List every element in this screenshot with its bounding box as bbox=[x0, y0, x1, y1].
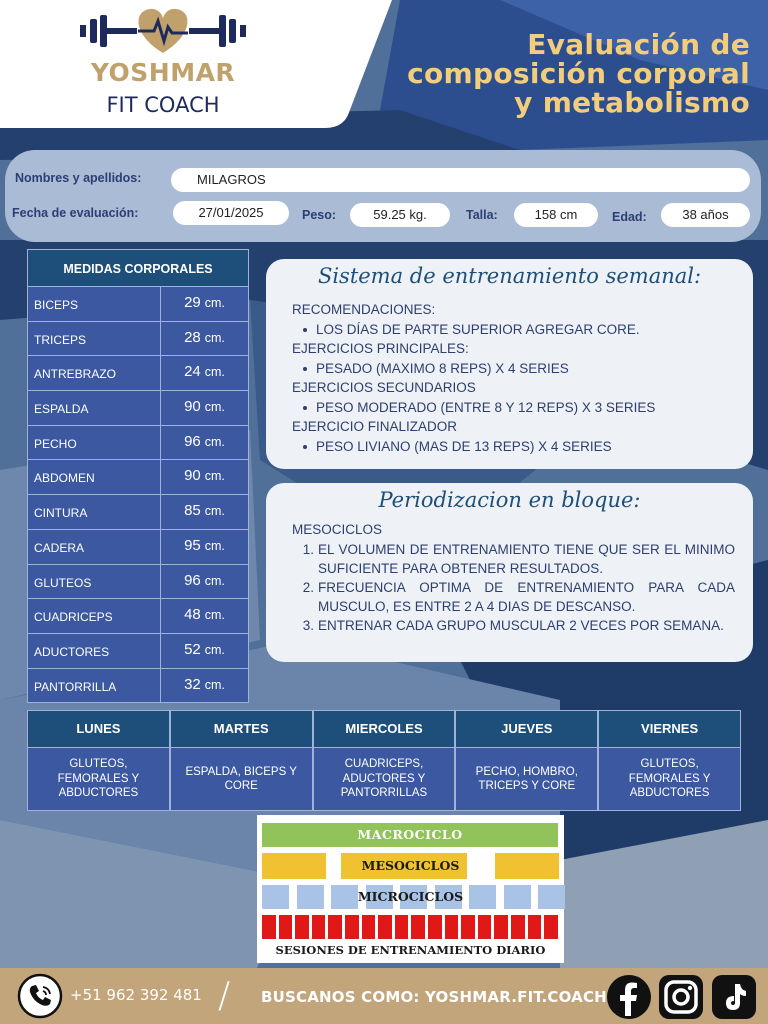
phone-icon[interactable] bbox=[17, 973, 63, 1019]
measure-row bbox=[27, 356, 249, 391]
day-focus: CUADRICEPS, ADUCTORES Y PANTORRILLAS bbox=[313, 748, 456, 811]
secondary-exercises-item: PESO MODERADO (ENTRE 8 Y 12 REPS) X 3 SERIES bbox=[292, 398, 735, 418]
instagram-icon[interactable] bbox=[658, 974, 704, 1020]
measures-rows bbox=[27, 287, 249, 703]
measure-row bbox=[27, 391, 249, 426]
session-block bbox=[345, 915, 359, 939]
logo-icon bbox=[78, 5, 248, 57]
periodization-list bbox=[292, 540, 735, 635]
measure-row bbox=[27, 460, 249, 495]
session-block bbox=[428, 915, 442, 939]
measure-name: ABDOMEN bbox=[28, 460, 161, 494]
measure-name: ANTREBRAZO bbox=[28, 356, 161, 390]
session-block bbox=[411, 915, 425, 939]
client-info-band bbox=[5, 150, 761, 242]
measure-value: 90 bbox=[184, 467, 201, 485]
measure-unit: cm. bbox=[204, 400, 225, 415]
phone-number[interactable]: +51 962 392 481 bbox=[70, 986, 202, 1004]
day-header: JUEVES bbox=[455, 710, 598, 748]
periodization-card bbox=[266, 483, 753, 662]
day-header: MARTES bbox=[170, 710, 313, 748]
session-block bbox=[262, 915, 276, 939]
measure-name: TRICEPS bbox=[28, 322, 161, 356]
measure-unit: cm. bbox=[204, 296, 225, 310]
microcycles-label: MICROCICLOS bbox=[357, 889, 464, 904]
measure-value: 96 bbox=[184, 432, 201, 450]
measure-value-cell bbox=[161, 356, 248, 390]
measure-value: 28 bbox=[184, 328, 201, 346]
measure-name: PANTORRILLA bbox=[28, 669, 161, 703]
measure-row bbox=[27, 599, 249, 634]
session-block bbox=[328, 915, 342, 939]
item-text: EL VOLUMEN DE ENTRENAMIENTO TIENE QUE SER EL MINIMO SUFICIENTE PARA OBTENER RESULTADOS. bbox=[318, 541, 735, 576]
item-text: FRECUENCIA OPTIMA DE ENTRENAMIENTO PARA CADA MUSCULO, ES ENTRE 2 A 4 DIAS DE DESCANSO. bbox=[318, 579, 735, 614]
recommendation-item: LOS DÍAS DE PARTE SUPERIOR AGREGAR CORE. bbox=[292, 320, 735, 340]
name-label: Nombres y apellidos: bbox=[15, 171, 142, 185]
day-header: VIERNES bbox=[598, 710, 741, 748]
measure-row bbox=[27, 287, 249, 322]
measure-row bbox=[27, 669, 249, 704]
measure-value-cell bbox=[161, 322, 248, 356]
measure-unit: cm. bbox=[204, 608, 225, 623]
periodization-diagram bbox=[257, 815, 564, 963]
measure-value: 85 bbox=[184, 502, 201, 520]
measure-value-cell bbox=[161, 669, 248, 703]
title-line-2: composición corporal bbox=[407, 57, 750, 90]
measure-name: CINTURA bbox=[28, 495, 161, 529]
measure-value: 32 bbox=[184, 675, 201, 693]
date-label: Fecha de evaluación: bbox=[12, 206, 139, 220]
secondary-exercises-heading: EJERCICIOS SECUNDARIOS bbox=[292, 380, 476, 395]
macrocycle-bar: MACROCICLO bbox=[262, 823, 558, 847]
measure-value-cell bbox=[161, 391, 248, 425]
measure-unit: cm. bbox=[204, 330, 225, 345]
session-block bbox=[528, 915, 542, 939]
measure-unit: cm. bbox=[204, 573, 225, 588]
session-block bbox=[295, 915, 309, 939]
training-title: Sistema de entrenamiento semanal: bbox=[317, 264, 702, 288]
periodization-item bbox=[292, 540, 735, 578]
training-card bbox=[266, 259, 753, 469]
day-header: LUNES bbox=[27, 710, 170, 748]
measure-row bbox=[27, 322, 249, 357]
title-line-3: y metabolismo bbox=[514, 86, 750, 119]
day-focus: GLUTEOS, FEMORALES Y ABDUCTORES bbox=[598, 748, 741, 811]
height-field: 158 cm bbox=[514, 203, 598, 227]
measure-value-cell bbox=[161, 530, 248, 564]
brand-subtitle: FIT COACH bbox=[106, 93, 220, 117]
measure-unit: cm. bbox=[204, 469, 225, 484]
measure-value: 95 bbox=[184, 536, 201, 554]
session-block bbox=[362, 915, 376, 939]
name-field: MILAGROS bbox=[171, 168, 750, 192]
measure-unit: cm. bbox=[204, 504, 225, 519]
measure-row bbox=[27, 530, 249, 565]
item-number: 1. bbox=[302, 541, 314, 557]
measure-name: GLUTEOS bbox=[28, 565, 161, 599]
measure-value: 52 bbox=[184, 640, 201, 658]
measure-value: 90 bbox=[184, 398, 201, 416]
measures-table bbox=[27, 249, 249, 703]
session-block bbox=[395, 915, 409, 939]
measure-unit: cm. bbox=[204, 642, 225, 657]
finisher-exercise-item: PESO LIVIANO (MAS DE 13 REPS) X 4 SERIES bbox=[292, 437, 735, 457]
measures-header: MEDIDAS CORPORALES bbox=[27, 249, 249, 287]
measure-name: ESPALDA bbox=[28, 391, 161, 425]
main-exercises-heading: EJERCICIOS PRINCIPALES: bbox=[292, 341, 469, 356]
age-label: Edad: bbox=[612, 210, 647, 224]
session-block bbox=[445, 915, 459, 939]
measure-value-cell bbox=[161, 599, 248, 633]
page-title bbox=[407, 30, 750, 117]
measure-row bbox=[27, 565, 249, 600]
measure-value: 48 bbox=[184, 606, 201, 624]
weight-label: Peso: bbox=[302, 208, 337, 222]
measure-value-cell bbox=[161, 565, 248, 599]
sessions-label: SESIONES DE ENTRENAMIENTO DIARIO bbox=[275, 943, 546, 957]
measure-name: PECHO bbox=[28, 426, 161, 460]
measure-name: ADUCTORES bbox=[28, 634, 161, 668]
weekly-split-table bbox=[27, 710, 741, 811]
measure-value-cell bbox=[161, 634, 248, 668]
session-block bbox=[461, 915, 475, 939]
day-focus: ESPALDA, BICEPS Y CORE bbox=[170, 748, 313, 811]
measure-unit: cm. bbox=[204, 677, 225, 692]
periodization-item bbox=[292, 616, 735, 635]
brand-name: YOSHMAR bbox=[90, 58, 236, 87]
measure-value: 29 bbox=[184, 294, 201, 311]
height-label: Talla: bbox=[466, 208, 498, 222]
finisher-exercise-heading: EJERCICIO FINALIZADOR bbox=[292, 419, 458, 434]
periodization-item bbox=[292, 578, 735, 616]
measure-value-cell bbox=[161, 460, 248, 494]
day-focus: PECHO, HOMBRO, TRICEPS Y CORE bbox=[455, 748, 598, 811]
mesocycles-label: MESOCICLOS bbox=[361, 858, 460, 873]
mesocycles-heading: MESOCICLOS bbox=[292, 522, 383, 537]
item-text: ENTRENAR CADA GRUPO MUSCULAR 2 VECES POR SEMANA. bbox=[318, 617, 724, 633]
session-block bbox=[378, 915, 392, 939]
day-focus: GLUTEOS, FEMORALES Y ABDUCTORES bbox=[27, 748, 170, 811]
session-block bbox=[279, 915, 293, 939]
facebook-icon[interactable] bbox=[606, 974, 652, 1020]
age-field: 38 años bbox=[661, 203, 750, 227]
footer-separator: / bbox=[218, 975, 231, 1016]
measure-name: CADERA bbox=[28, 530, 161, 564]
session-block bbox=[478, 915, 492, 939]
measure-unit: cm. bbox=[204, 365, 225, 380]
tiktok-icon[interactable] bbox=[711, 974, 757, 1020]
periodization-title: Periodizacion en bloque: bbox=[378, 488, 641, 512]
item-number: 3. bbox=[302, 617, 314, 633]
session-block bbox=[544, 915, 558, 939]
item-number: 2. bbox=[302, 579, 314, 595]
day-header: MIERCOLES bbox=[313, 710, 456, 748]
measure-name: BICEPS bbox=[28, 287, 161, 321]
recommendations-heading: RECOMENDACIONES: bbox=[292, 302, 436, 317]
measure-value: 96 bbox=[184, 571, 201, 589]
weight-field: 59.25 kg. bbox=[350, 203, 450, 227]
measure-unit: cm. bbox=[204, 434, 225, 449]
date-field: 27/01/2025 bbox=[173, 201, 289, 225]
title-line-1: Evaluación de bbox=[527, 28, 750, 61]
session-block bbox=[494, 915, 508, 939]
measure-value: 24 bbox=[184, 363, 201, 381]
session-block bbox=[312, 915, 326, 939]
measure-value-cell bbox=[161, 287, 248, 321]
measure-value-cell bbox=[161, 426, 248, 460]
measure-row bbox=[27, 426, 249, 461]
search-handle: BUSCANOS COMO: YOSHMAR.FIT.COACH bbox=[261, 988, 607, 1006]
measure-name: CUADRICEPS bbox=[28, 599, 161, 633]
measure-unit: cm. bbox=[204, 538, 225, 553]
measure-value-cell bbox=[161, 495, 248, 529]
measure-row bbox=[27, 634, 249, 669]
session-block bbox=[511, 915, 525, 939]
measure-row bbox=[27, 495, 249, 530]
main-exercises-item: PESADO (MAXIMO 8 REPS) X 4 SERIES bbox=[292, 359, 735, 379]
